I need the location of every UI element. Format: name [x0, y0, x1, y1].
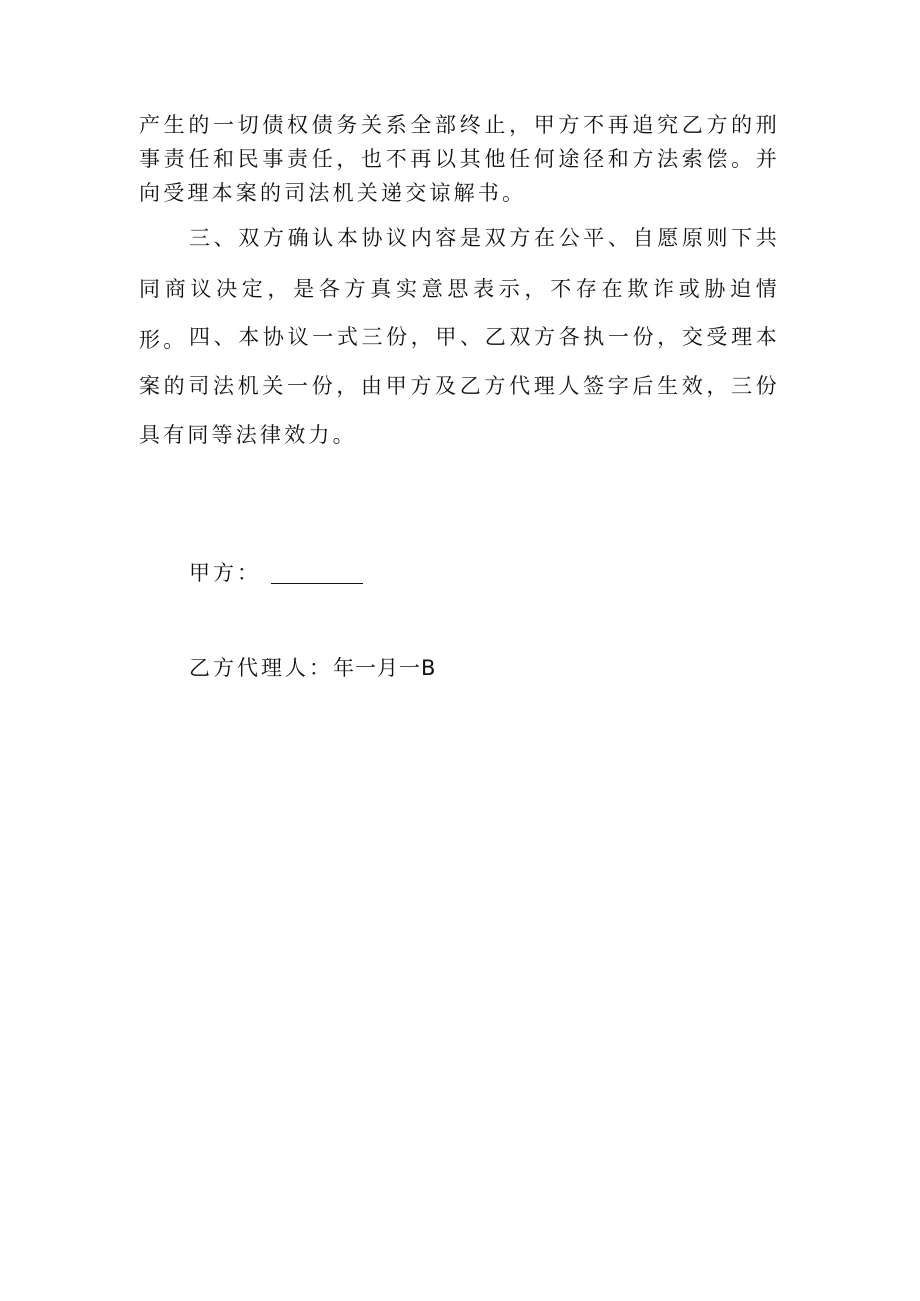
party-b-label: 乙方代理人：: [189, 656, 333, 680]
party-a-label: 甲方：: [189, 561, 261, 585]
party-a-signature-blank[interactable]: [271, 565, 363, 584]
paragraph-settlement-terms: 产生的一切债权债务关系全部终止，甲方不再追究乙方的刑事责任和民事责任，也不再以其他任何途径和方法索偿。并向受理本案的司法机关递交谅解书。: [139, 113, 780, 205]
paragraph-clause-four: 四、本协议一式三份，甲、乙双方各执一份，交受理本案的司法机关一份，由甲方及乙方代理人签字后生效，三份具有同等法律效力。: [139, 325, 780, 447]
party-b-signature-line: [189, 652, 436, 682]
paragraph-clause-three: 三、双方确认本协议内容是双方在公平、自愿原则下共同商议决定，是各方真实意思表示，不存在欺诈或胁迫情形。: [139, 226, 780, 352]
signing-date: 年一月一B: [333, 656, 437, 680]
party-a-signature-line: [189, 557, 363, 587]
